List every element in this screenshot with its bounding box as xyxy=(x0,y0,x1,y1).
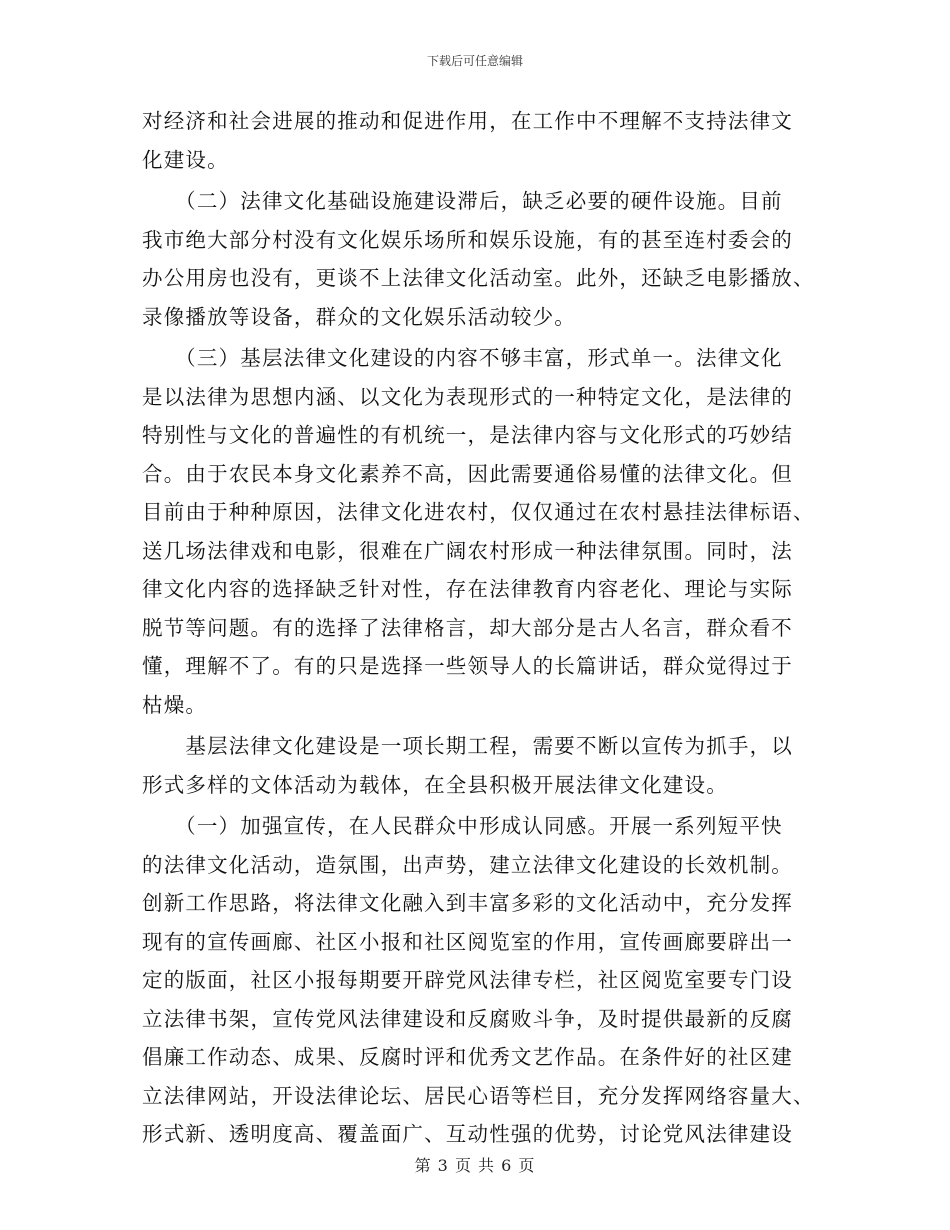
text-line: 对经济和社会进展的推动和促进作用，在工作中不理解不支持法律文 xyxy=(142,109,793,133)
text-line: 的法律文化活动，造氛围，出声势，建立法律文化建设的长效机制。 xyxy=(142,852,793,877)
text-line: 形式多样的文体活动为载体，在全县积极开展法律文化建设。 xyxy=(142,772,728,797)
text-line: 现有的宣传画廊、社区小报和社区阅览室的作用，宣传画廊要辟出一 xyxy=(142,929,793,954)
text-line: （二）法律文化基础设施建设滞后，缺乏必要的硬件设施。目前 xyxy=(142,189,783,213)
page-header: 下载后可任意编辑 xyxy=(426,54,523,68)
page-footer: 第 3 页 共 6 页 xyxy=(414,1156,536,1175)
text-line: 脱节等问题。有的选择了法律格言，却大部分是古人名言，群众看不 xyxy=(142,615,793,640)
text-line: 特别性与文化的普遍性的有机统一，是法律内容与文化形式的巧妙结 xyxy=(142,423,793,447)
text-line: 倡廉工作动态、成果、反腐时评和优秀文艺作品。在条件好的社区建 xyxy=(142,1045,793,1069)
text-line: 送几场法律戏和电影，很难在广阔农村形成一种法律氛围。同时，法 xyxy=(142,538,793,563)
text-line: （一）加强宣传，在人民群众中形成认同感。开展一系列短平快 xyxy=(142,814,783,838)
text-line: 目前由于种种原因，法律文化进农村，仅仅通过在农村悬挂法律标语、 xyxy=(142,500,815,524)
text-line: 定的版面，社区小报每期要开辟党风法律专栏，社区阅览室要专门设 xyxy=(142,968,793,992)
text-line: 懂，理解不了。有的只是选择一些领导人的长篇讲话，群众觉得过于 xyxy=(142,654,793,678)
text-line: 律文化内容的选择缺乏针对性，存在法律教育内容老化、理论与实际 xyxy=(142,577,793,601)
text-line: 合。由于农民本身文化素养不高，因此需要通俗易懂的法律文化。但 xyxy=(142,461,793,486)
text-line: 枯燥。 xyxy=(142,692,208,717)
text-line: 立法律网站，开设法律论坛、居民心语等栏目，充分发挥网络容量大、 xyxy=(142,1083,815,1108)
text-line: 立法律书架，宣传党风法律建设和反腐败斗争，及时提供最新的反腐 xyxy=(142,1006,793,1031)
text-line: 是以法律为思想内涵、以文化为表现形式的一种特定文化，是法律的 xyxy=(142,384,793,409)
text-line: 基层法律文化建设是一项长期工程，需要不断以宣传为抓手，以 xyxy=(142,734,793,758)
text-line: 创新工作思路，将法律文化融入到丰富多彩的文化活动中，充分发挥 xyxy=(142,891,793,915)
text-line: 办公用房也没有，更谈不上法律文化活动室。此外，还缺乏电影播放、 xyxy=(142,266,815,290)
text-line: 录像播放等设备，群众的文化娱乐活动较少。 xyxy=(142,304,576,329)
text-line: 化建设。 xyxy=(142,147,229,172)
text-line: 我市绝大部分村没有文化娱乐场所和娱乐设施，有的甚至连村委会的 xyxy=(142,227,793,252)
text-line: （三）基层法律文化建设的内容不够丰富，形式单一。法律文化 xyxy=(142,346,783,370)
document-body xyxy=(142,102,815,1154)
text-line: 形式新、透明度高、覆盖面广、互动性强的优势，讨论党风法律建设 xyxy=(142,1122,793,1146)
